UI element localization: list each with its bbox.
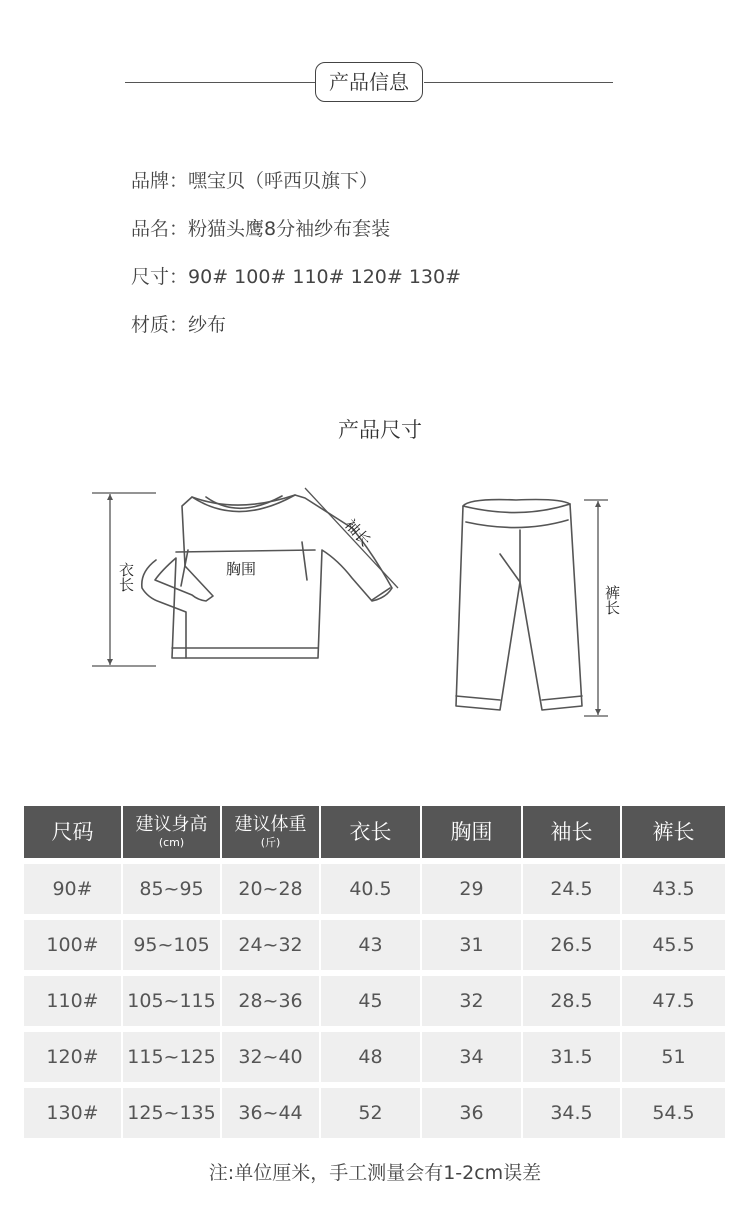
info-value: 90# 100# 110# 120# 130#	[188, 266, 462, 288]
cell-pants: 43.5	[622, 858, 725, 914]
info-value: 嘿宝贝（呼西贝旗下）	[188, 170, 379, 192]
header-length: 衣长	[321, 806, 420, 858]
table-row	[24, 858, 725, 914]
cell-height: 115~125	[123, 1026, 220, 1082]
cell-sleeve: 28.5	[523, 970, 620, 1026]
cell-weight: 20~28	[222, 858, 319, 914]
header-weight: 建议体重 (斤)	[222, 806, 319, 858]
info-label: 品牌：	[131, 170, 189, 192]
cell-chest: 31	[422, 914, 521, 970]
info-row-size	[131, 261, 461, 309]
label-chest: 胸围	[226, 560, 257, 578]
cell-size: 120#	[24, 1026, 121, 1082]
cell-length: 43	[321, 914, 420, 970]
cell-height: 125~135	[123, 1082, 220, 1138]
header-height: 建议身高 (cm)	[123, 806, 220, 858]
product-info	[131, 165, 461, 357]
header-size: 尺码	[24, 806, 121, 858]
cell-weight: 36~44	[222, 1082, 319, 1138]
table-row	[24, 970, 725, 1026]
table-header-row	[24, 806, 725, 858]
cell-height: 85~95	[123, 858, 220, 914]
info-row-material	[131, 309, 461, 357]
cell-size: 110#	[24, 970, 121, 1026]
cell-height: 95~105	[123, 914, 220, 970]
label-sleeve: 袖长	[341, 515, 375, 550]
cell-weight: 24~32	[222, 914, 319, 970]
header-sleeve: 袖长	[523, 806, 620, 858]
cell-length: 40.5	[321, 858, 420, 914]
cell-size: 90#	[24, 858, 121, 914]
size-section-title: 产品尺寸	[338, 418, 422, 442]
info-value: 纱布	[188, 314, 227, 336]
info-label: 材质：	[131, 314, 189, 336]
pants-illustration	[456, 500, 582, 711]
table-row	[24, 1082, 725, 1138]
cell-pants: 51	[622, 1026, 725, 1082]
cell-sleeve: 34.5	[523, 1082, 620, 1138]
cell-chest: 32	[422, 970, 521, 1026]
section-header	[125, 62, 613, 104]
info-row-brand	[131, 165, 461, 213]
cell-length: 52	[321, 1082, 420, 1138]
cell-length: 48	[321, 1026, 420, 1082]
info-value: 粉猫头鹰8分袖纱布套装	[188, 218, 391, 240]
header-pants: 裤长	[622, 806, 725, 858]
cell-pants: 54.5	[622, 1082, 725, 1138]
cell-sleeve: 31.5	[523, 1026, 620, 1082]
cell-pants: 45.5	[622, 914, 725, 970]
cell-sleeve: 24.5	[523, 858, 620, 914]
cell-pants: 47.5	[622, 970, 725, 1026]
cell-weight: 32~40	[222, 1026, 319, 1082]
header-line-right	[424, 82, 613, 83]
cell-size: 100#	[24, 914, 121, 970]
info-label: 尺寸：	[131, 266, 189, 288]
cell-size: 130#	[24, 1082, 121, 1138]
section-title: 产品信息	[315, 62, 423, 102]
info-row-name	[131, 213, 461, 261]
cell-chest: 34	[422, 1026, 521, 1082]
header-line-left	[125, 82, 315, 83]
cell-weight: 28~36	[222, 970, 319, 1026]
table-row	[24, 1026, 725, 1082]
size-table	[22, 806, 727, 1138]
cell-length: 45	[321, 970, 420, 1026]
measurement-note: 注:单位厘米，手工测量会有1-2cm误差	[208, 1162, 542, 1184]
cell-height: 105~115	[123, 970, 220, 1026]
table-row	[24, 914, 725, 970]
header-chest: 胸围	[422, 806, 521, 858]
cell-chest: 36	[422, 1082, 521, 1138]
cell-sleeve: 26.5	[523, 914, 620, 970]
size-diagram	[0, 470, 750, 740]
label-pants: 裤长	[603, 585, 621, 615]
label-length: 衣长	[117, 562, 135, 592]
cell-chest: 29	[422, 858, 521, 914]
info-label: 品名：	[131, 218, 189, 240]
